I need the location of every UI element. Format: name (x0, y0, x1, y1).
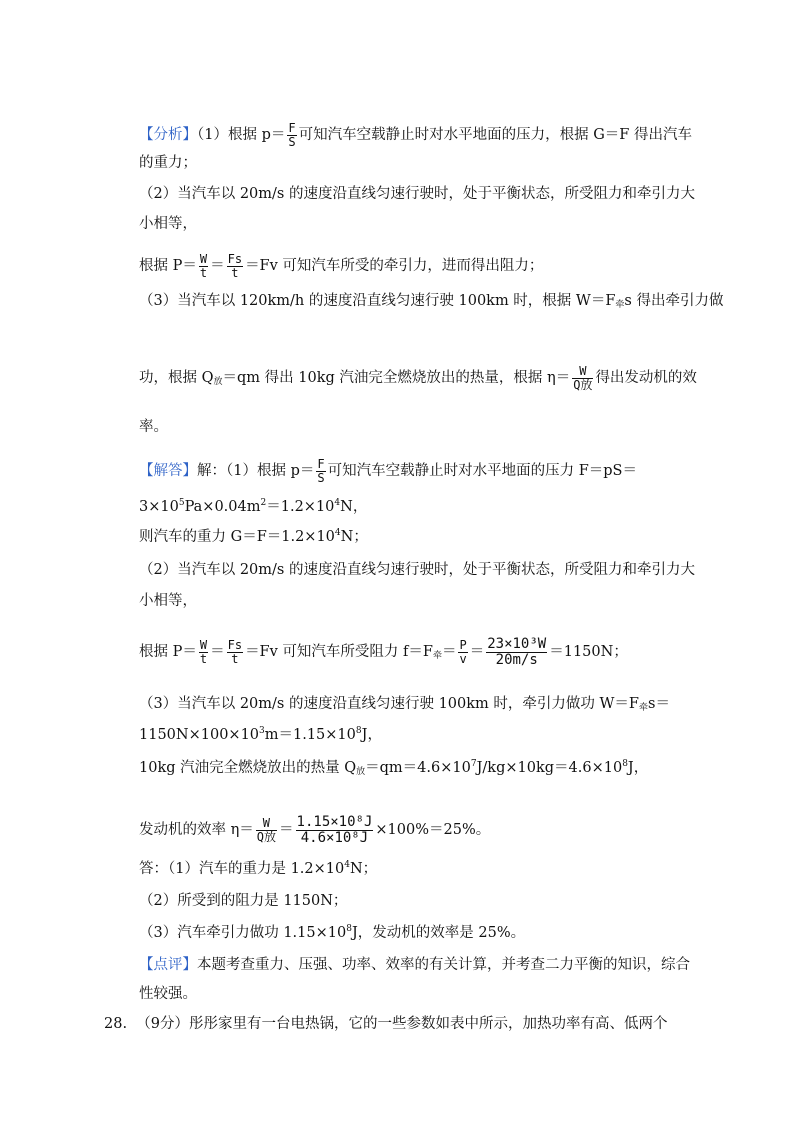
solution-tag: 【解答】 (139, 463, 197, 480)
fraction: $\frac{W}{t}$ (199, 252, 208, 280)
comment-line-2: 性较强。 (139, 986, 197, 1002)
fraction: $\frac{Fs}{t}$ (227, 252, 243, 280)
solution-line-3: 则汽车的重力 $G=F=1.2\times 10^4N$； (139, 528, 368, 545)
analysis-line-2: 的重力； (139, 155, 197, 171)
solution-line-6: 根据 P＝ $\frac{W}{t}$ ＝ $\frac{Fs}{t}$ ＝Fv 可知汽车所受阻力 $f=F_牵=$ $\frac{P}{v}$ ＝ $\frac{\text{23×10³W}}{20m/s}$ ＝1150N； (139, 636, 628, 668)
answer-line-1: 答：（1）汽车的重力是 $1.2\times 10^4N$； (139, 860, 378, 877)
fraction: $\frac{Fs}{t}$ (227, 638, 243, 666)
answer-line-2: （2）所受到的阻力是 1150N； (139, 893, 348, 909)
fraction: $\frac{W}{\text{Q放}}$ (256, 816, 277, 844)
analysis-tag: 【分析】 (139, 127, 197, 144)
solution-line-5: 小相等， (139, 593, 197, 609)
analysis-line-1: 【分析】（1）根据 p＝ $\frac{F}{S}$ 可知汽车空载静止时对水平地面的压力，根据 G＝F 得出汽车 (139, 121, 692, 149)
analysis-line-4: 小相等， (139, 216, 197, 232)
analysis-line-5: 根据 P＝ $\frac{W}{t}$ ＝ $\frac{Fs}{t}$ ＝Fv 可知汽车所受的牵引力，进而得出阻力； (139, 252, 544, 280)
comment-tag: 【点评】 (139, 957, 197, 973)
analysis-line-3: （2）当汽车以 20m/s 的速度沿直线匀速行驶时，处于平衡状态，所受阻力和牵引力大 (139, 186, 695, 202)
solution-line-7: （3）当汽车以 20m/s 的速度沿直线匀速行驶 100km 时，牵引力做功 $W=F_牵s=$ (139, 696, 670, 713)
question-text: （9分）彤彤家里有一台电热锅，它的一些参数如表中所示，加热功率有高、低两个 (136, 1016, 668, 1032)
fraction: $\frac{F}{S}$ (288, 121, 296, 149)
solution-line-1: 【解答】解：（1）根据 p＝ $\frac{F}{S}$ 可知汽车空载静止时对水平地面的压力 F＝pS＝ (139, 457, 637, 485)
fraction: $\frac{\text{1.15×10⁸J}}{\text{4.6×10⁸J}}$ (296, 814, 373, 846)
solution-line-2: $3\times 10^5Pa\times 0.04m^2=1.2\times 10^4N$， (139, 498, 368, 515)
fraction: $\frac{W}{\text{Q放}}$ (573, 364, 593, 392)
fraction: $\frac{W}{t}$ (199, 638, 208, 666)
analysis-line-7: 功，根据 $Q_放=qm$ 得出 10kg 汽油完全燃烧放出的热量，根据 η＝ $\frac{W}{\text{Q放}}$ 得出发动机的效 (139, 364, 697, 392)
solution-line-4: （2）当汽车以 20m/s 的速度沿直线匀速行驶时，处于平衡状态，所受阻力和牵引力大 (139, 562, 695, 578)
fraction: $\frac{P}{v}$ (459, 638, 467, 666)
solution-line-9: 10kg 汽油完全燃烧放出的热量 $Q_放=qm=4.6\times 10^7J/kg\times 10kg=4.6\times 10^8J$， (139, 759, 649, 777)
solution-line-10: 发动机的效率 η＝ $\frac{W}{\text{Q放}}$ ＝ $\frac{\text{1.15×10⁸J}}{\text{4.6×10⁸J}}$ ×100%＝25%。 (139, 814, 491, 846)
analysis-line-8: 率。 (139, 419, 168, 435)
solution-line-8: $1150N\times 100\times 10^3m=1.15\times 10^8J$， (139, 726, 382, 743)
answer-line-3: （3）汽车牵引力做功 $1.15\times 10^8J$，发动机的效率是 25%。 (139, 924, 526, 941)
fraction: $\frac{\text{23×10³W}}{20m/s}$ (487, 636, 547, 668)
question-28 (104, 1017, 668, 1032)
comment-line-1: 【点评】本题考查重力、压强、功率、效率的有关计算，并考查二力平衡的知识，综合 (139, 957, 690, 973)
analysis-line-6: （3）当汽车以 120km/h 的速度沿直线匀速行驶 100km 时，根据 $W=F_牵s$ 得出牵引力做 (139, 293, 724, 310)
question-number: 28. (104, 1016, 128, 1032)
fraction: $\frac{F}{S}$ (317, 457, 325, 485)
